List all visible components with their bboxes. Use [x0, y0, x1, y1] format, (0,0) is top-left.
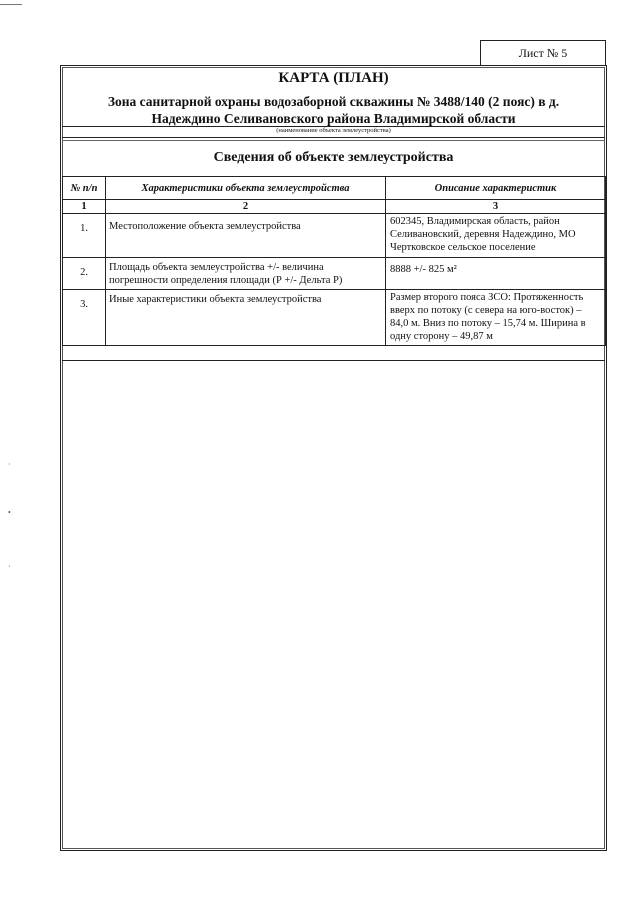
scan-speck: · [8, 460, 11, 469]
row-characteristic: Площадь объекта землеустройства +/- величина погрешности определения площади (Р +/- Дельта Р) [106, 258, 386, 290]
column-number: 3 [386, 200, 606, 214]
subtitle-line-1: Зона санитарной охраны водозаборной скважины № 3488/140 (2 пояс) в д. [107, 94, 560, 109]
divider-line [62, 140, 605, 141]
divider-line [62, 137, 605, 138]
table-column-numbers-row [63, 200, 606, 214]
document-subtitle [70, 93, 597, 127]
row-number: 3. [63, 290, 106, 346]
scan-artifact-line [0, 4, 22, 5]
row-characteristic: Местоположение объекта землеустройства [106, 214, 386, 258]
divider-line [62, 360, 605, 361]
table-row [63, 258, 606, 290]
table-row [63, 290, 606, 346]
section-title: Сведения об объекте землеустройства [213, 150, 454, 165]
scan-speck: · [8, 562, 11, 571]
header-characteristics: Характеристики объекта землеустройства [106, 177, 386, 200]
row-description: 8888 +/- 825 м² [386, 258, 606, 290]
header-num: № п/п [63, 177, 106, 200]
row-number: 1. [63, 214, 106, 258]
header-description: Описание характеристик [386, 177, 606, 200]
object-name-caption: (наименование объекта землеустройства) [276, 127, 391, 134]
sheet-number-label: Лист № 5 [518, 46, 568, 60]
sheet-number-box [480, 40, 606, 66]
row-description: 602345, Владимирская область, район Селивановский, деревня Надеждино, МО Чертковское сельское поселение [386, 214, 606, 258]
row-number: 2. [63, 258, 106, 290]
column-number: 2 [106, 200, 386, 214]
row-description: Размер второго пояса ЗСО: Протяженность вверх по потоку (с севера на юго-восток) – 84,0 м. Вниз по потоку – 15,74 м. Ширина в одну сторону – 49,87 м [386, 290, 606, 346]
table-row [63, 214, 606, 258]
document-title: КАРТА (ПЛАН) [278, 70, 389, 86]
scan-speck: • [8, 508, 11, 517]
column-number: 1 [63, 200, 106, 214]
subtitle-line-2: Надеждино Селивановского района Владимирской области [151, 111, 516, 126]
row-characteristic: Иные характеристики объекта землеустройства [106, 290, 386, 346]
table-header-row [63, 177, 606, 200]
info-table [62, 176, 606, 346]
